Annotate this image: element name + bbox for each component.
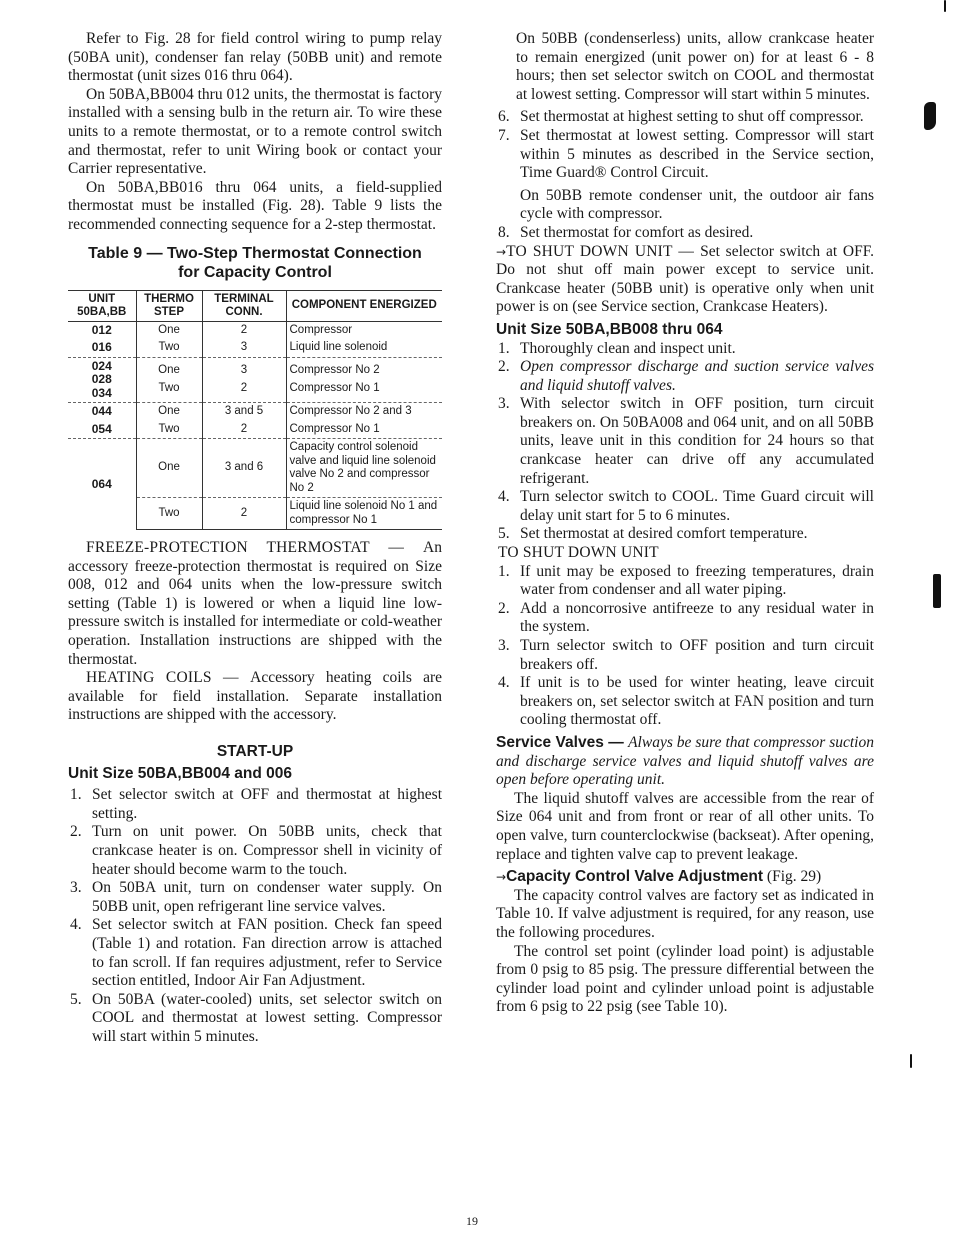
table-row: 012 One 2 Compressor bbox=[68, 321, 442, 339]
paragraph-condenserless-units: On 50BB (condenserless) units, allow crankcase heater to remain energized (unit power on) for at least 6 - 8 hours; then set selector switch on COOL and thermostat at lowest setting. Compressor will start within 5 minutes. bbox=[516, 30, 874, 103]
list-item: 3. On 50BA unit, turn on condenser water supply. On 50BB unit, open refrigerant line service valves. bbox=[70, 879, 442, 915]
list-item: 6. Set thermostat at highest setting to shut off compressor. bbox=[498, 108, 864, 126]
list-item: 4. If unit is to be used for winter heating, leave circuit breakers on, set selector switch at FAN position and turn cooling thermostat off. bbox=[498, 674, 874, 729]
paragraph-field-supplied-thermostat: On 50BA,BB016 thru 064 units, a field-supplied thermostat must be installed (Fig. 28). Table 9 lists the recommended connecting sequence for a 2-step thermostat. bbox=[68, 178, 442, 233]
table-caption bbox=[68, 244, 442, 282]
table-row: Two 2 Liquid line solenoid No 1 and compressor No 1 bbox=[68, 498, 442, 530]
list-item: 4. Turn selector switch to COOL. Time Guard circuit will delay unit start for 5 to 6 minutes. bbox=[498, 488, 874, 524]
scan-blot-mark bbox=[944, 0, 946, 12]
service-valves-warning: Always be sure that compressor suction and discharge service valves and liquid shutoff valves are open before operating unit. bbox=[496, 733, 874, 789]
list-item: 7. Set thermostat at lowest setting. Compressor will start within 5 minutes as described in the Service section, Time Guard® Control Circuit. On 50BB remote condenser unit, the outdoor air fans cycle with compressor. bbox=[498, 126, 874, 223]
startup-steps-list bbox=[68, 786, 442, 1046]
shutdown-heading-2: TO SHUT DOWN UNIT bbox=[498, 544, 659, 562]
table-cell-units-group: 024 028 034 bbox=[68, 357, 136, 403]
right-column bbox=[496, 30, 874, 1017]
service-valves-text: The liquid shutoff valves are accessible from the rear of Size 064 unit and from front or rear of all other units. To open valve, turn counterclockwise (backseat). After opening, replace and tighten valve cap to prevent leakage. bbox=[496, 789, 874, 863]
unit-size-heading-2: Unit Size 50BA,BB008 thru 064 bbox=[496, 320, 723, 338]
freeze-protection-lead: FREEZE-PROTECTION THERMOSTAT — bbox=[86, 539, 424, 557]
step7-subparagraph: On 50BB remote condenser unit, the outdoor air fans cycle with compressor. bbox=[520, 186, 874, 223]
capacity-control-figure-ref: (Fig. 29) bbox=[763, 868, 822, 886]
table-row: 064 One 3 and 6 Capacity control solenoid valve and liquid line solenoid valve No 2 and compressor No 2 bbox=[68, 439, 442, 498]
heating-coils-paragraph bbox=[68, 669, 442, 725]
list-item: 1. Thoroughly clean and inspect unit. bbox=[498, 339, 736, 357]
freeze-protection-paragraph bbox=[68, 539, 442, 669]
scan-blot-mark bbox=[924, 102, 936, 130]
change-arrow-icon: → bbox=[496, 244, 507, 259]
list-item: 2. Add a noncorrosive antifreeze to any residual water in the system. bbox=[498, 599, 874, 636]
startup-steps-continued bbox=[496, 108, 874, 242]
startup-heading: START-UP bbox=[216, 742, 294, 760]
table-row: 016 Two 3 Liquid line solenoid bbox=[68, 339, 442, 357]
list-item: 5. On 50BA (water-cooled) units, set selector switch on COOL and thermostat at lowest setting. Compressor will start within 5 minutes. bbox=[70, 990, 442, 1045]
shutdown-lead: TO SHUT DOWN UNIT — bbox=[506, 242, 701, 260]
shutdown-steps-list bbox=[496, 563, 874, 730]
list-item: 1. Set selector switch at OFF and thermostat at highest setting. bbox=[70, 786, 442, 822]
capacity-control-paragraph-2: The control set point (cylinder load point) is adjustable from 0 psig to 85 psig. The pressure differential between the cylinder load point and cylinder unload point is adjustable from 6 psig to 22 psig (see Table 10). bbox=[496, 942, 874, 1016]
scan-blot-mark bbox=[910, 1054, 912, 1068]
freeze-protection-text: An accessory freeze-protection thermostat is required on Size 008, 012 and 064 units when the low-pressure switch setting (Table 1) is lowered or when a liquid line low-pressure switch is installed for intermediate or cold-weather operation. Installation instructions are shipped with the thermostat. bbox=[68, 539, 442, 668]
heating-coils-text: Accessory heating coils are available for field installation. Separate installation instructions are shipped with the accessory. bbox=[68, 669, 442, 724]
list-item: 2. Turn on unit power. On 50BB units, check that crankcase heater is on. Compressor shell in vicinity of heater should become warm to the touch. bbox=[70, 823, 442, 878]
table-header-unit: UNIT 50BA,BB bbox=[68, 290, 136, 321]
unit-size-heading: Unit Size 50BA,BB004 and 006 bbox=[68, 764, 292, 782]
page-number: 19 bbox=[466, 1214, 478, 1228]
capacity-control-heading bbox=[496, 868, 874, 887]
service-valves-lead: Service Valves — bbox=[496, 733, 629, 751]
paragraph-factory-thermostat: On 50BA,BB004 thru 012 units, the thermostat is factory installed with a sensing bulb in the return air. To wire these units to a remote thermostat, or to a remote control switch and thermostat, refer to unit Wiring book or contact your Carrier representative. bbox=[68, 85, 442, 178]
list-item: 2. Open compressor discharge and suction service valves and liquid shutoff valves. bbox=[498, 358, 874, 394]
shutdown-paragraph bbox=[496, 243, 874, 317]
capacity-control-paragraph-1: The capacity control valves are factory set as indicated in Table 10. If valve adjustment is required, for any reason, use the following procedures. bbox=[496, 886, 874, 941]
list-item: 4. Set selector switch at FAN position. Check fan speed (Table 1) and rotation. Fan direction arrow is attached to fan scroll. If fan requires adjustment, refer to Service section entitled, Indoor Air Fan Adjustment. bbox=[70, 916, 442, 990]
table-caption-line1: Table 9 — Two-Step Thermostat Connection bbox=[88, 244, 422, 262]
table-row: 024 028 034 One 3 Compressor No 2 bbox=[68, 357, 442, 380]
list-item: 1. If unit may be exposed to freezing temperatures, drain water from condenser and all water piping. bbox=[498, 562, 874, 599]
table-header-step: THERMO STEP bbox=[136, 290, 202, 321]
scan-blot-mark bbox=[933, 574, 941, 608]
table-row: 054 Two 2 Compressor No 1 bbox=[68, 421, 442, 439]
list-item: 3. Turn selector switch to OFF position and turn circuit breakers off. bbox=[498, 637, 874, 673]
paragraph-field-wiring: Refer to Fig. 28 for field control wiring to pump relay (50BA unit), condenser fan relay (50BB unit) and remote thermostat (unit sizes 016 thru 064). bbox=[68, 30, 442, 85]
shutdown-text: Set selector switch at OFF. Do not shut off main power except to service unit. Crankcase heater (50BB unit) is operative only when unit power is on (see Service section, Crankcase Heaters). bbox=[496, 242, 874, 316]
change-arrow-icon: → bbox=[496, 870, 507, 885]
table-caption-line2: for Capacity Control bbox=[178, 263, 332, 281]
list-item: 3. With selector switch in OFF position, turn circuit breakers on. On 50BA008 and 064 unit, and on all 50BB units, leave unit in this condition for 24 hours so that crankcase heater can drive off any accumulated refrigerant. bbox=[498, 395, 874, 487]
table-row: 044 One 3 and 5 Compressor No 2 and 3 bbox=[68, 403, 442, 421]
thermostat-connection-table bbox=[68, 290, 442, 531]
capacity-control-lead: Capacity Control Valve Adjustment bbox=[506, 868, 764, 886]
table-header-component: COMPONENT ENERGIZED bbox=[286, 290, 442, 321]
service-valves-paragraph bbox=[496, 734, 874, 790]
heating-coils-lead: HEATING COILS — bbox=[86, 669, 251, 687]
table-header-terminal: TERMINAL CONN. bbox=[202, 290, 286, 321]
list-item: 5. Set thermostat at desired comfort temperature. bbox=[498, 525, 808, 543]
left-column bbox=[68, 30, 442, 1046]
startup-steps-list-2 bbox=[496, 340, 874, 545]
table-row: Two 2 Compressor No 1 bbox=[68, 380, 442, 403]
list-item: 8. Set thermostat for comfort as desired. bbox=[498, 223, 754, 241]
